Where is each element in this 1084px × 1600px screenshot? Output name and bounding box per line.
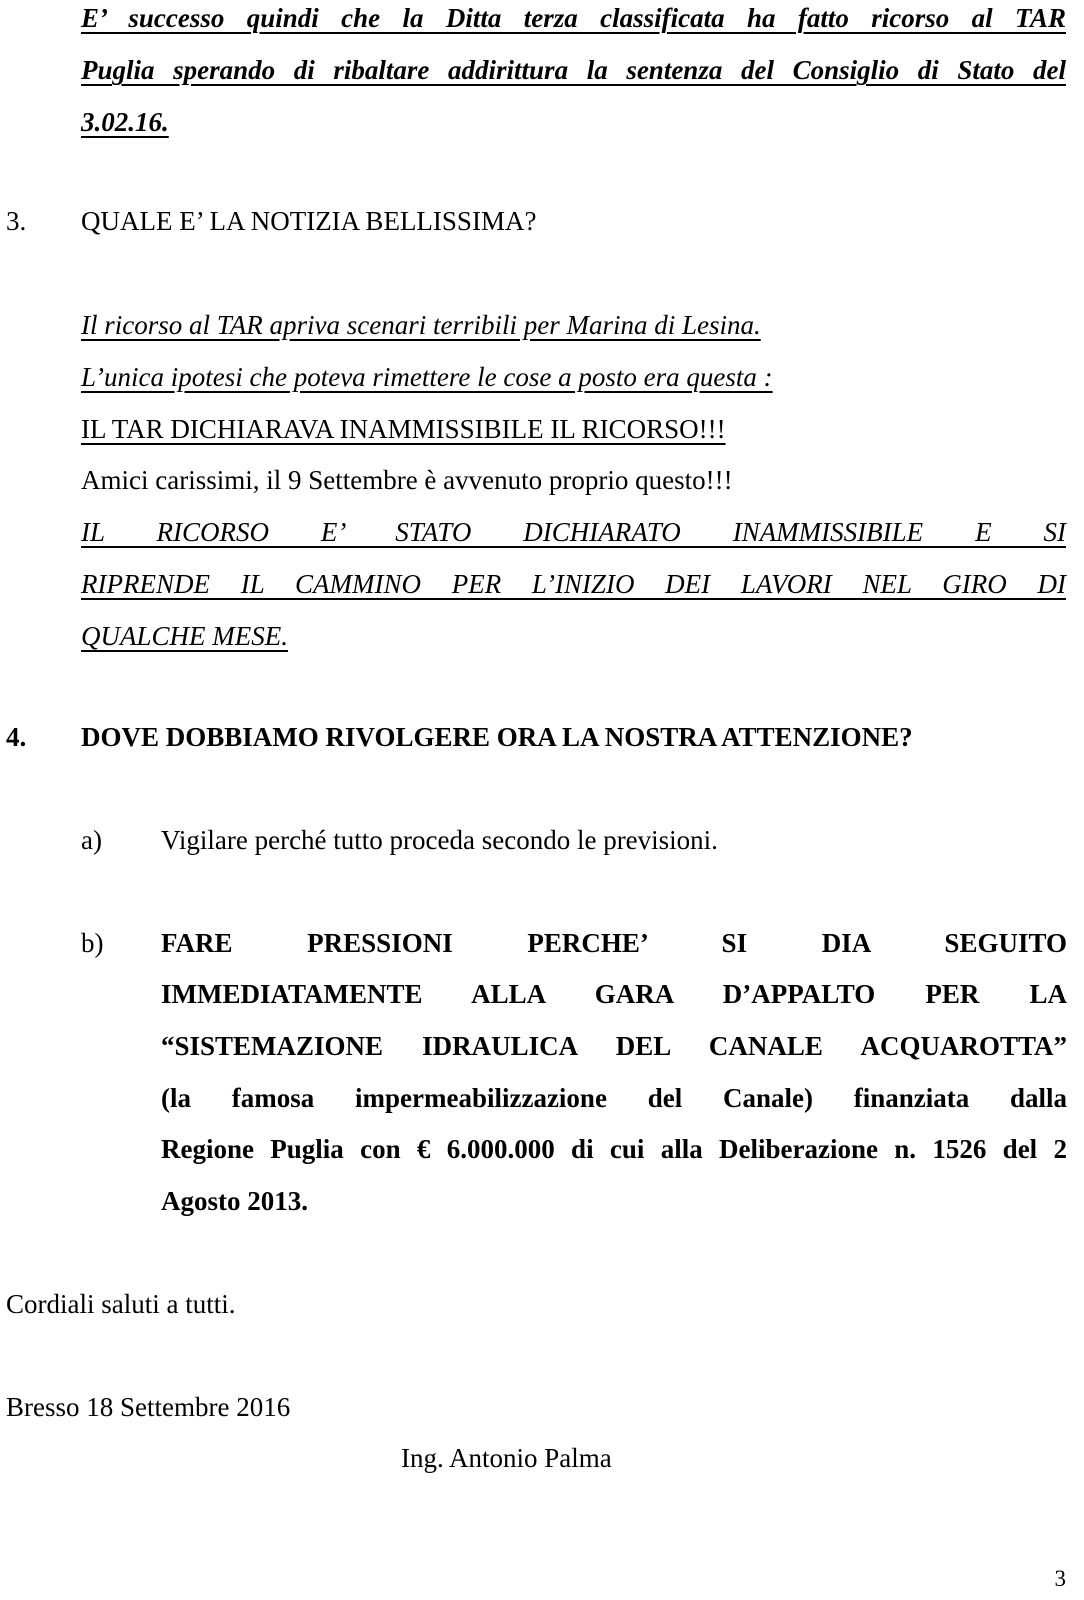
emphasis-line-1: IL RICORSO E’ STATO DICHIARATO INAMMISSIBILE E SI — [81, 517, 1066, 547]
emphasis-line-2: RIPRENDE IL CAMMINO PER L’INIZIO DEI LAVORI NEL GIRO DI — [81, 569, 1066, 599]
section-3-number: 3. — [6, 206, 27, 236]
greeting: Cordiali saluti a tutti. — [6, 1289, 236, 1319]
item-b-line-6: Agosto 2013. — [161, 1186, 308, 1216]
item-b-line-3: “SISTEMAZIONE IDRAULICA DEL CANALE ACQUAROTTA” — [161, 1031, 1067, 1061]
section-4-title: DOVE DOBBIAMO RIVOLGERE ORA LA NOSTRA ATTENZIONE? — [81, 722, 913, 752]
intro-line-1: E’ successo quindi che la Ditta terza classificata ha fatto ricorso al TAR — [81, 3, 1066, 33]
item-a-text: Vigilare perché tutto proceda secondo le previsioni. — [161, 825, 718, 855]
emphasis-line-3: QUALCHE MESE. — [81, 621, 288, 651]
page-number: 3 — [1054, 1566, 1066, 1591]
item-b-line-5: Regione Puglia con € 6.000.000 di cui alla Deliberazione n. 1526 del 2 — [161, 1134, 1067, 1164]
item-a-label: a) — [81, 825, 102, 855]
section-3-line-1: Il ricorso al TAR apriva scenari terribili per Marina di Lesina. — [81, 310, 761, 340]
section-3-line-4: Amici carissimi, il 9 Settembre è avvenuto proprio questo!!! — [81, 465, 733, 495]
place-date: Bresso 18 Settembre 2016 — [6, 1392, 291, 1422]
item-b-label: b) — [81, 928, 104, 958]
item-b-line-4: (la famosa impermeabilizzazione del Canale) finanziata dalla — [161, 1083, 1067, 1113]
section-3-line-2: L’unica ipotesi che poteva rimettere le cose a posto era questa : — [81, 362, 773, 392]
section-4-number: 4. — [6, 722, 27, 752]
intro-line-3: 3.02.16. — [81, 107, 169, 137]
item-b-line-2: IMMEDIATAMENTE ALLA GARA D’APPALTO PER LA — [161, 979, 1067, 1009]
intro-line-2: Puglia sperando di ribaltare addirittura la sentenza del Consiglio di Stato del — [81, 55, 1066, 85]
signature: Ing. Antonio Palma — [401, 1443, 612, 1473]
item-b-line-1: FARE PRESSIONI PERCHE’ SI DIA SEGUITO — [161, 928, 1067, 958]
section-3-title: QUALE E’ LA NOTIZIA BELLISSIMA? — [81, 206, 537, 236]
section-3-line-3: IL TAR DICHIARAVA INAMMISSIBILE IL RICORSO!!! — [81, 414, 726, 444]
